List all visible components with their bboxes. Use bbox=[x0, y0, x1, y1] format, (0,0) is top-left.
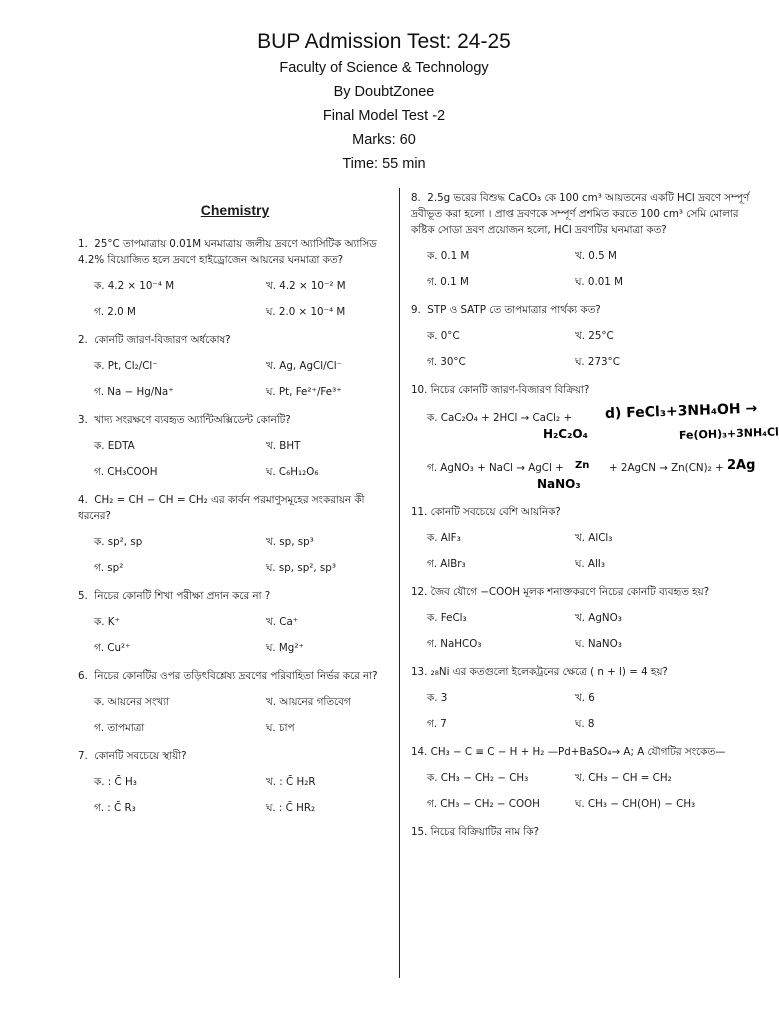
question-text: নিচের কোনটি শিখা পরীক্ষা প্রদান করে না ? bbox=[94, 590, 271, 602]
option-gha: ঘ. C₆H₁₂O₆ bbox=[266, 466, 319, 478]
option-ka: ক. sp², sp bbox=[94, 536, 143, 548]
question-14 bbox=[411, 744, 755, 814]
option-gha: ঘ. sp, sp², sp³ bbox=[266, 562, 336, 574]
option-ga: গ. CH₃ − CH₂ − COOH bbox=[427, 798, 540, 810]
option-gha: + 2AgCN → Zn(CN)₂ + bbox=[609, 462, 724, 474]
option-gha: ঘ. NaNO₃ bbox=[575, 638, 622, 650]
option-ga: গ. Na − Hg/Na⁺ bbox=[94, 386, 174, 398]
subject-heading: Chemistry bbox=[200, 202, 270, 218]
handwritten-note-4: Zn bbox=[575, 460, 590, 471]
question-5 bbox=[78, 588, 392, 658]
question-1 bbox=[78, 236, 392, 322]
option-ka: ক. 4.2 × 10⁻⁴ M bbox=[94, 280, 175, 292]
question-number: 11. bbox=[411, 506, 428, 518]
option-ka: ক. CaC₂O₄ + 2HCl → CaCl₂ + bbox=[427, 412, 573, 424]
left-column bbox=[78, 190, 392, 818]
option-gha: ঘ. 8 bbox=[575, 718, 595, 730]
right-column bbox=[411, 190, 779, 840]
question-number: 7. bbox=[78, 750, 88, 762]
option-ga: গ. NaHCO₃ bbox=[427, 638, 482, 650]
handwritten-note-2: Fe(OH)₃+3NH₄Cl bbox=[678, 425, 779, 442]
question-15 bbox=[411, 824, 755, 840]
option-kha: খ. 25°C bbox=[575, 330, 614, 342]
option-ka: ক. 3 bbox=[427, 692, 448, 704]
option-ka: ক. K⁺ bbox=[94, 616, 120, 628]
question-text: STP ও SATP তে তাপমাত্রার পার্থক্য কত? bbox=[427, 304, 601, 316]
option-ka: ক. EDTA bbox=[94, 440, 135, 452]
option-kha: খ. CH₃ − CH = CH₂ bbox=[575, 772, 672, 784]
question-text: কোনটি সবচেয়ে স্থায়ী? bbox=[94, 750, 187, 762]
question-number: 12. bbox=[411, 586, 428, 598]
option-ka: ক. FeCl₃ bbox=[427, 612, 467, 624]
handwritten-note-1: d) FeCl₃+3NH₄OH → bbox=[604, 400, 758, 422]
question-number: 2. bbox=[78, 334, 88, 346]
question-text: 2.5g ভরের বিশুদ্ধ CaCO₃ কে 100 cm³ আয়তনের একটি HCl দ্রবণে সম্পূর্ণ দ্রবীভূত করা হলো । প্রাপ্ত দ্রবণকে সম্পূর্ণ প্রশমিত করতে 100 cm³ সেমি মোলার কষ্টিক সোডা দ্রবণ প্রয়োজন হলো, HCl দ্রবণটির ঘনমাত্রা কত? bbox=[411, 192, 750, 236]
question-8 bbox=[411, 190, 755, 292]
question-3 bbox=[78, 412, 392, 482]
question-number: 1. bbox=[78, 238, 88, 250]
option-ka: ক. 0.1 M bbox=[427, 250, 470, 262]
option-kha: খ. Ca⁺ bbox=[266, 616, 299, 628]
option-kha: খ. AlCl₃ bbox=[575, 532, 613, 544]
faculty-line: Faculty of Science & Technology bbox=[279, 60, 489, 76]
handwritten-note-5: NaNO₃ bbox=[537, 477, 581, 491]
option-gha: ঘ. 0.01 M bbox=[575, 276, 623, 288]
option-ka: ক. আয়নের সংখ্যা bbox=[94, 696, 170, 708]
question-number: 14. bbox=[411, 746, 428, 758]
option-kha: খ. 0.5 M bbox=[575, 250, 617, 262]
option-ga: গ. 7 bbox=[427, 718, 447, 730]
test-name-line: Final Model Test -2 bbox=[322, 108, 446, 124]
option-ga: গ. AlBr₃ bbox=[427, 558, 466, 570]
question-text: নিচের কোনটির ওপর তড়িৎবিশ্লেষ্য দ্রবণের পরিবাহিতা নির্ভর করে না? bbox=[94, 670, 378, 682]
option-ga: গ. 0.1 M bbox=[427, 276, 469, 288]
option-gha: ঘ. : C̄ HR₂ bbox=[266, 802, 316, 814]
option-ga: গ. 2.0 M bbox=[94, 306, 136, 318]
question-number: 8. bbox=[411, 192, 421, 204]
question-text: নিচের কোনটি জারণ-বিজারণ বিক্রিয়া? bbox=[430, 384, 590, 396]
option-kha: খ. AgNO₃ bbox=[575, 612, 622, 624]
option-ga: গ. CH₃COOH bbox=[94, 466, 158, 478]
option-kha: খ. 6 bbox=[575, 692, 595, 704]
option-kha: খ. BHT bbox=[266, 440, 301, 452]
question-2 bbox=[78, 332, 392, 402]
option-ka: ক. 0°C bbox=[427, 330, 460, 342]
option-ka: ক. Pt, Cl₂/Cl⁻ bbox=[94, 360, 158, 372]
question-text: কোনটি জারণ-বিজারণ অর্ধকোষ? bbox=[94, 334, 231, 346]
question-number: 9. bbox=[411, 304, 421, 316]
question-text: নিচের বিক্রিয়াটির নাম কি? bbox=[430, 826, 539, 838]
option-kha: খ. আয়নের গতিবেগ bbox=[266, 696, 351, 708]
option-gha: ঘ. Mg²⁺ bbox=[266, 642, 304, 654]
question-text: 25°C তাপমাত্রায় 0.01M ঘনমাত্রায় জলীয় দ্রবণে অ্যাসিটিক অ্যাসিড 4.2% বিয়োজিত হলে দ্রবণে হাইড্রোজেন আয়নের ঘনমাত্রা কত? bbox=[78, 238, 377, 266]
question-number: 6. bbox=[78, 670, 88, 682]
option-ga: গ. : C̄ R₃ bbox=[94, 802, 136, 814]
question-10 bbox=[411, 382, 779, 494]
option-ga: গ. Cu²⁺ bbox=[94, 642, 131, 654]
question-13 bbox=[411, 664, 755, 734]
option-ga: গ. AgNO₃ + NaCl → AgCl + bbox=[427, 462, 564, 474]
question-text: জৈব যৌগে −COOH মূলক শনাক্তকরণে নিচের কোনটি ব্যবহৃত হয়? bbox=[430, 586, 710, 598]
document-header bbox=[0, 28, 768, 176]
question-number: 13. bbox=[411, 666, 428, 678]
handwritten-note-3: H₂C₂O₄ bbox=[543, 427, 588, 441]
time-line: Time: 55 min bbox=[342, 156, 426, 172]
option-ga: গ. তাপমাত্রা bbox=[94, 722, 145, 734]
option-ga: গ. sp² bbox=[94, 562, 124, 574]
question-text: CH₃ − C ≡ C − H + H₂ —Pd+BaSO₄→ A; A যৌগটির সংকেত— bbox=[430, 746, 726, 758]
option-gha: ঘ. AlI₃ bbox=[575, 558, 605, 570]
option-kha: খ. : C̄ H₂R bbox=[266, 776, 316, 788]
question-text: ₂₈Ni এর কতগুলো ইলেকট্রনের ক্ষেত্রে ( n + l) = 4 হয়? bbox=[430, 666, 668, 678]
author-line: By DoubtZonee bbox=[333, 84, 435, 100]
handwritten-note-6: 2Ag bbox=[727, 458, 756, 473]
option-ka: ক. AlF₃ bbox=[427, 532, 461, 544]
question-7 bbox=[78, 748, 392, 818]
option-gha: ঘ. CH₃ − CH(OH) − CH₃ bbox=[575, 798, 696, 810]
document-title: BUP Admission Test: 24-25 bbox=[257, 30, 511, 53]
option-ga: গ. 30°C bbox=[427, 356, 466, 368]
option-gha: ঘ. চাপ bbox=[266, 722, 295, 734]
question-number: 3. bbox=[78, 414, 88, 426]
option-ka: ক. CH₃ − CH₂ − CH₃ bbox=[427, 772, 529, 784]
option-gha: ঘ. 2.0 × 10⁻⁴ M bbox=[266, 306, 346, 318]
question-number: 15. bbox=[411, 826, 428, 838]
question-12 bbox=[411, 584, 755, 654]
question-text: কোনটি সবচেয়ে বেশি আয়নিক? bbox=[430, 506, 561, 518]
marks-line: Marks: 60 bbox=[352, 132, 416, 148]
question-number: 5. bbox=[78, 590, 88, 602]
option-gha: ঘ. 273°C bbox=[575, 356, 620, 368]
question-number: 10. bbox=[411, 384, 428, 396]
option-kha: খ. sp, sp³ bbox=[266, 536, 314, 548]
question-4 bbox=[78, 492, 392, 578]
question-text: খাদ্য সংরক্ষণে ব্যবহৃত অ্যান্টিঅক্সিডেন্ট কোনটি? bbox=[94, 414, 291, 426]
question-9 bbox=[411, 302, 755, 372]
option-gha: ঘ. Pt, Fe²⁺/Fe³⁺ bbox=[266, 386, 342, 398]
option-kha: খ. 4.2 × 10⁻² M bbox=[266, 280, 346, 292]
question-text: CH₂ = CH − CH = CH₂ এর কার্বন পরমাণুসমূহের সংকরায়ন কী ধরনের? bbox=[78, 494, 365, 522]
question-number: 4. bbox=[78, 494, 88, 506]
question-11 bbox=[411, 504, 755, 574]
question-6 bbox=[78, 668, 392, 738]
option-ka: ক. : C̄ H₃ bbox=[94, 776, 137, 788]
option-kha: খ. Ag, AgCl/Cl⁻ bbox=[266, 360, 343, 372]
